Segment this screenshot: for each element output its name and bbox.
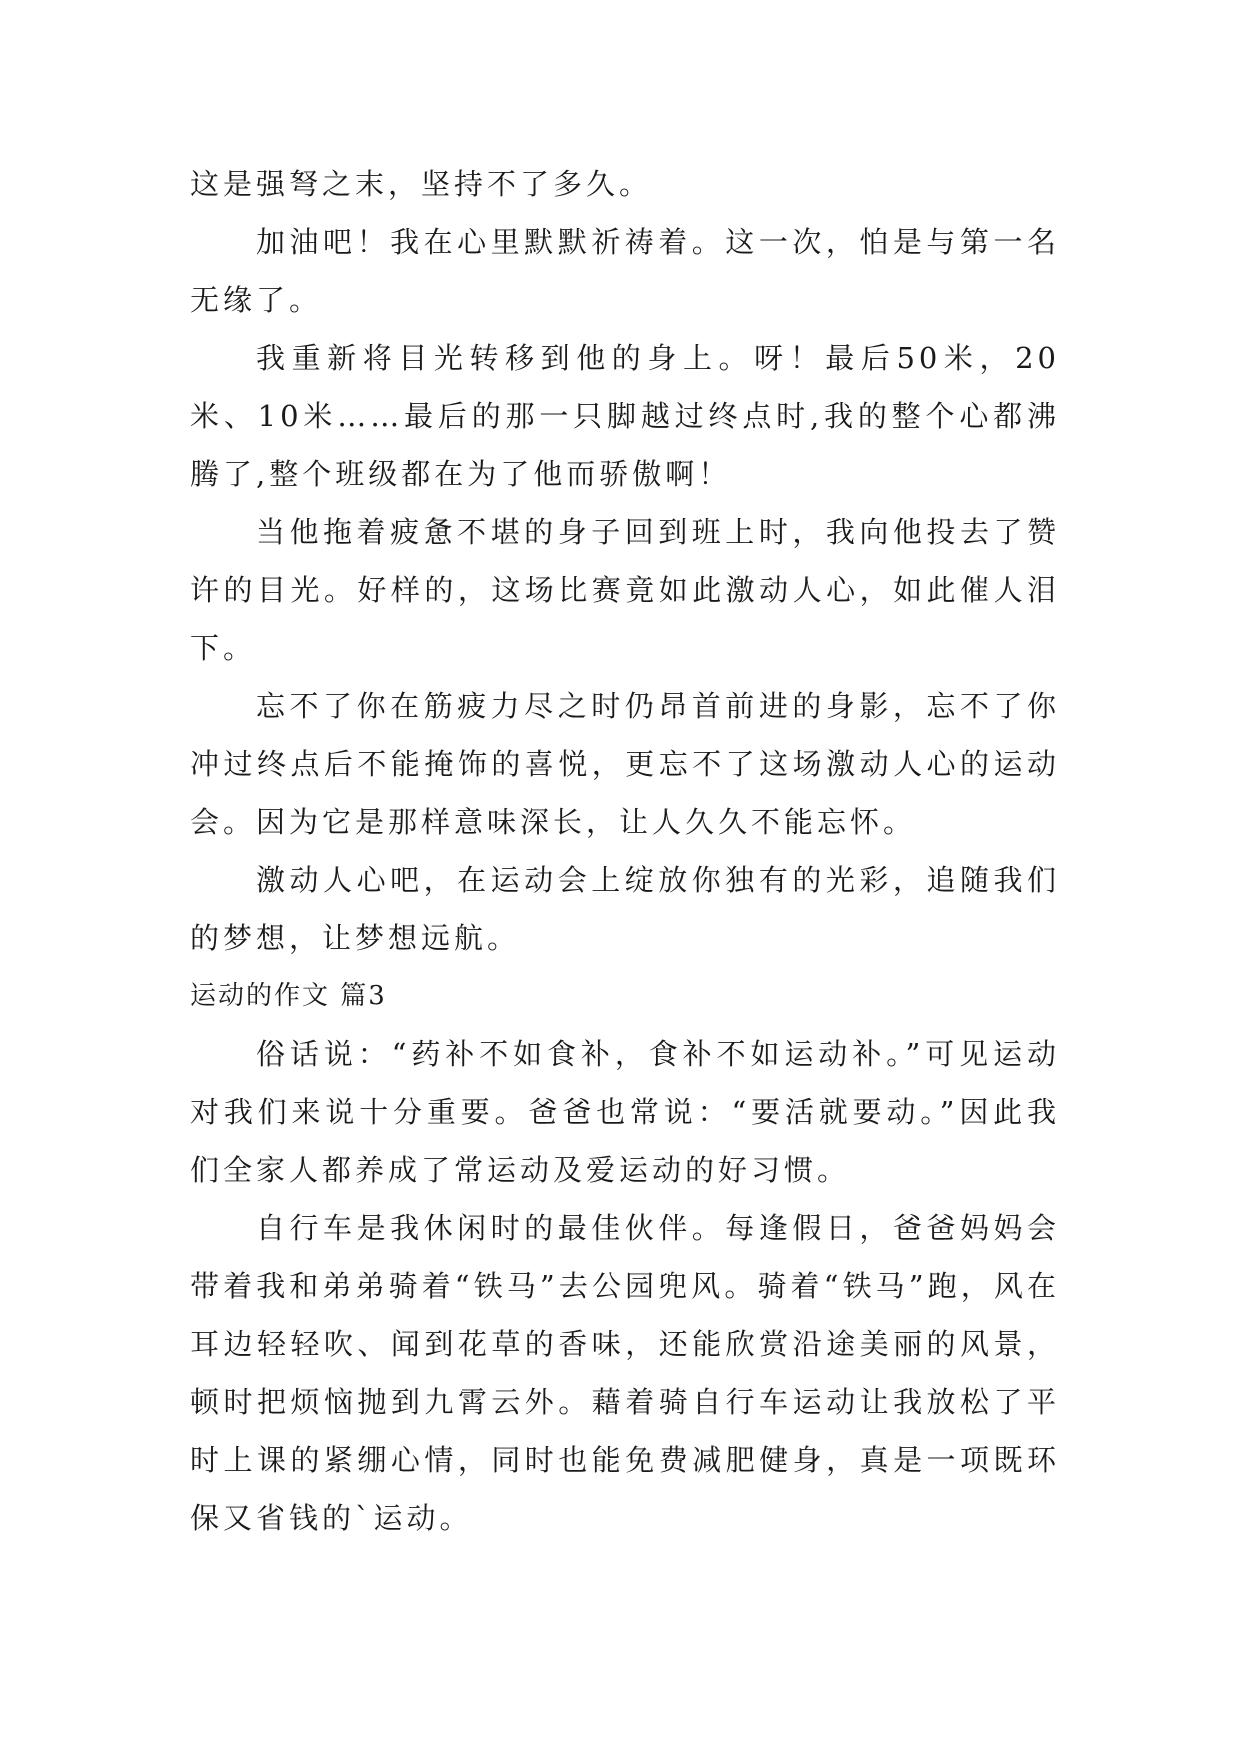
paragraph: 俗话说：“药补不如食补，食补不如运动补。”可见运动对我们来说十分重要。爸爸也常说：“要活就要动。”因此我们全家人都养成了常运动及爱运动的好习惯。 (190, 1037, 1060, 1187)
paragraph: 激动人心吧，在运动会上绽放你独有的光彩，追随我们的梦想，让梦想远航。 (190, 863, 1060, 955)
section-heading: 运动的作文 篇3 (190, 981, 387, 1011)
document-body (190, 155, 1060, 1547)
paragraph: 加油吧！我在心里默默祈祷着。这一次，怕是与第一名无缘了。 (190, 225, 1060, 317)
paragraph: 我重新将目光转移到他的身上。呀！最后50米，20米、10米……最后的那一只脚越过终点时,我的整个心都沸腾了,整个班级都在为了他而骄傲啊！ (190, 341, 1060, 491)
paragraph: 忘不了你在筋疲力尽之时仍昂首前进的身影，忘不了你冲过终点后不能掩饰的喜悦，更忘不了这场激动人心的运动会。因为它是那样意味深长，让人久久不能忘怀。 (190, 689, 1060, 839)
paragraph: 当他拖着疲惫不堪的身子回到班上时，我向他投去了赞许的目光。好样的，这场比赛竟如此激动人心，如此催人泪下。 (190, 515, 1060, 665)
paragraph: 这是强弩之末，坚持不了多久。 (190, 167, 653, 201)
paragraph: 自行车是我休闲时的最佳伙伴。每逢假日，爸爸妈妈会带着我和弟弟骑着“铁马”去公园兜风。骑着“铁马”跑，风在耳边轻轻吹、闻到花草的香味，还能欣赏沿途美丽的风景，顿时把烦恼抛到九霄云外。藉着骑自行车运动让我放松了平时上课的紧绷心情，同时也能免费减肥健身，真是一项既环保又省钱的`运动。 (190, 1211, 1060, 1535)
